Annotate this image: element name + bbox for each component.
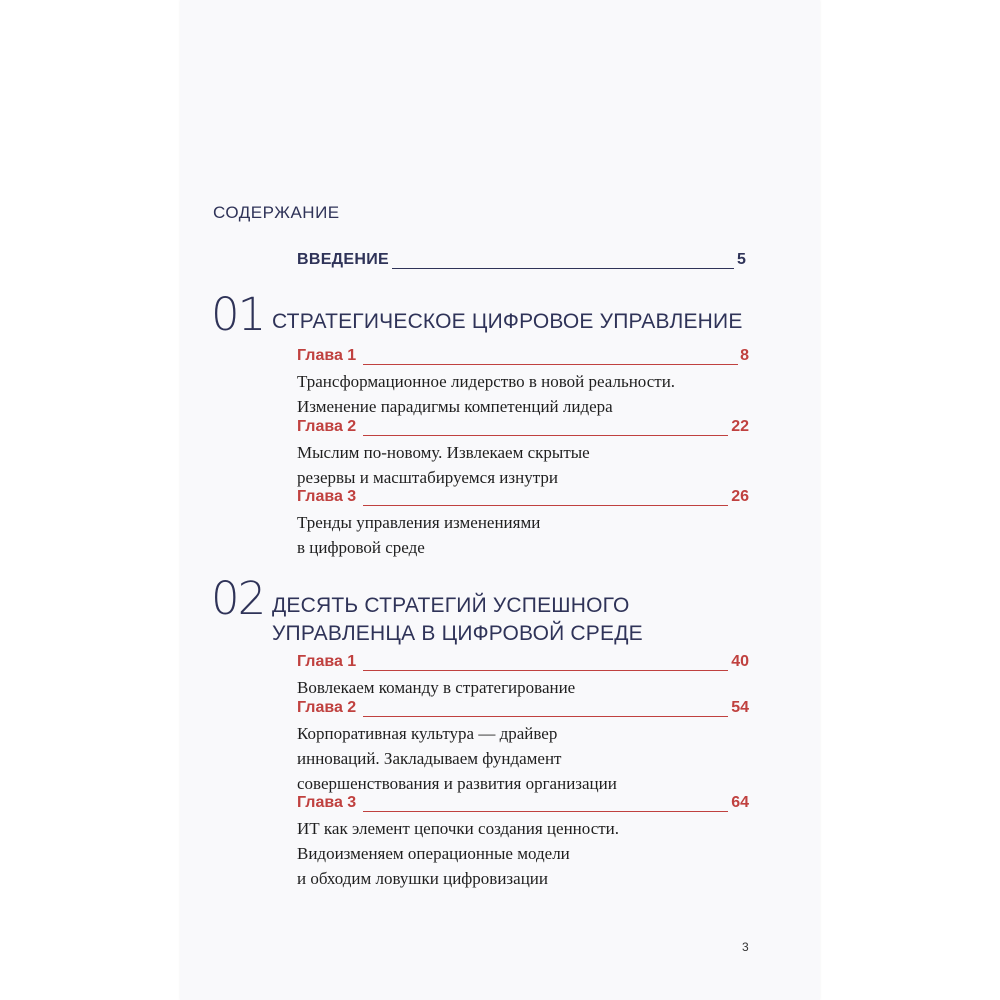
part-1-chapter-1-page: 8 [740, 347, 749, 364]
intro-page-number: 5 [737, 251, 746, 268]
part-2-chapter-2-description: Корпоративная культура — драйвер инноваций. Закладываем фундамент совершенствования и развития организации [297, 724, 617, 793]
part-2-chapter-2-page: 54 [731, 699, 749, 716]
part-1-chapter-3-description: Тренды управления изменениями в цифровой среде [297, 513, 541, 557]
part-1-number: 01 [211, 288, 265, 341]
part-1-chapter-3-leader-line [363, 505, 728, 506]
part-1-chapter-1-leader-line [363, 364, 738, 365]
part-2-chapter-2-label: Глава 2 [297, 699, 357, 716]
part-2-chapter-2-leader-line [363, 716, 728, 717]
part-2-chapter-1-label: Глава 1 [297, 653, 357, 670]
part-1-title: СТРАТЕГИЧЕСКОЕ ЦИФРОВОЕ УПРАВЛЕНИЕ [272, 310, 743, 333]
part-1-chapter-2-leader-line [363, 435, 728, 436]
part-2-chapter-1-description: Вовлекаем команду в стратегирование [297, 678, 576, 697]
part-1-chapter-2-label: Глава 2 [297, 418, 357, 435]
part-2-chapter-1-page: 40 [731, 653, 749, 670]
part-2-title: ДЕСЯТЬ СТРАТЕГИЙ УСПЕШНОГО УПРАВЛЕНЦА В ЦИФРОВОЙ СРЕДЕ [272, 594, 643, 645]
page-number: 3 [742, 940, 749, 954]
part-2-chapter-1-leader-line [363, 670, 728, 671]
part-2-chapter-3-description: ИТ как элемент цепочки создания ценности. Видоизменяем операционные модели и обходим ловушки цифровизации [297, 819, 620, 888]
part-1-chapter-2-page: 22 [731, 418, 749, 435]
part-1-chapter-1-description: Трансформационное лидерство в новой реальности. Изменение парадигмы компетенций лидера [297, 372, 676, 416]
part-2-chapter-3-page: 64 [731, 794, 749, 811]
part-2-chapter-3-leader-line [363, 811, 728, 812]
intro-leader-line [392, 268, 734, 269]
part-1-chapter-3-label: Глава 3 [297, 488, 357, 505]
part-1-chapter-3-page: 26 [731, 488, 749, 505]
intro-label: ВВЕДЕНИЕ [297, 251, 389, 268]
part-2-chapter-3-label: Глава 3 [297, 794, 357, 811]
toc-heading: СОДЕРЖАНИЕ [213, 203, 340, 222]
part-1-chapter-1-label: Глава 1 [297, 347, 357, 364]
part-2-number: 02 [211, 572, 265, 625]
part-1-chapter-2-description: Мыслим по-новому. Извлекаем скрытые резервы и масштабируемся изнутри [297, 443, 590, 487]
